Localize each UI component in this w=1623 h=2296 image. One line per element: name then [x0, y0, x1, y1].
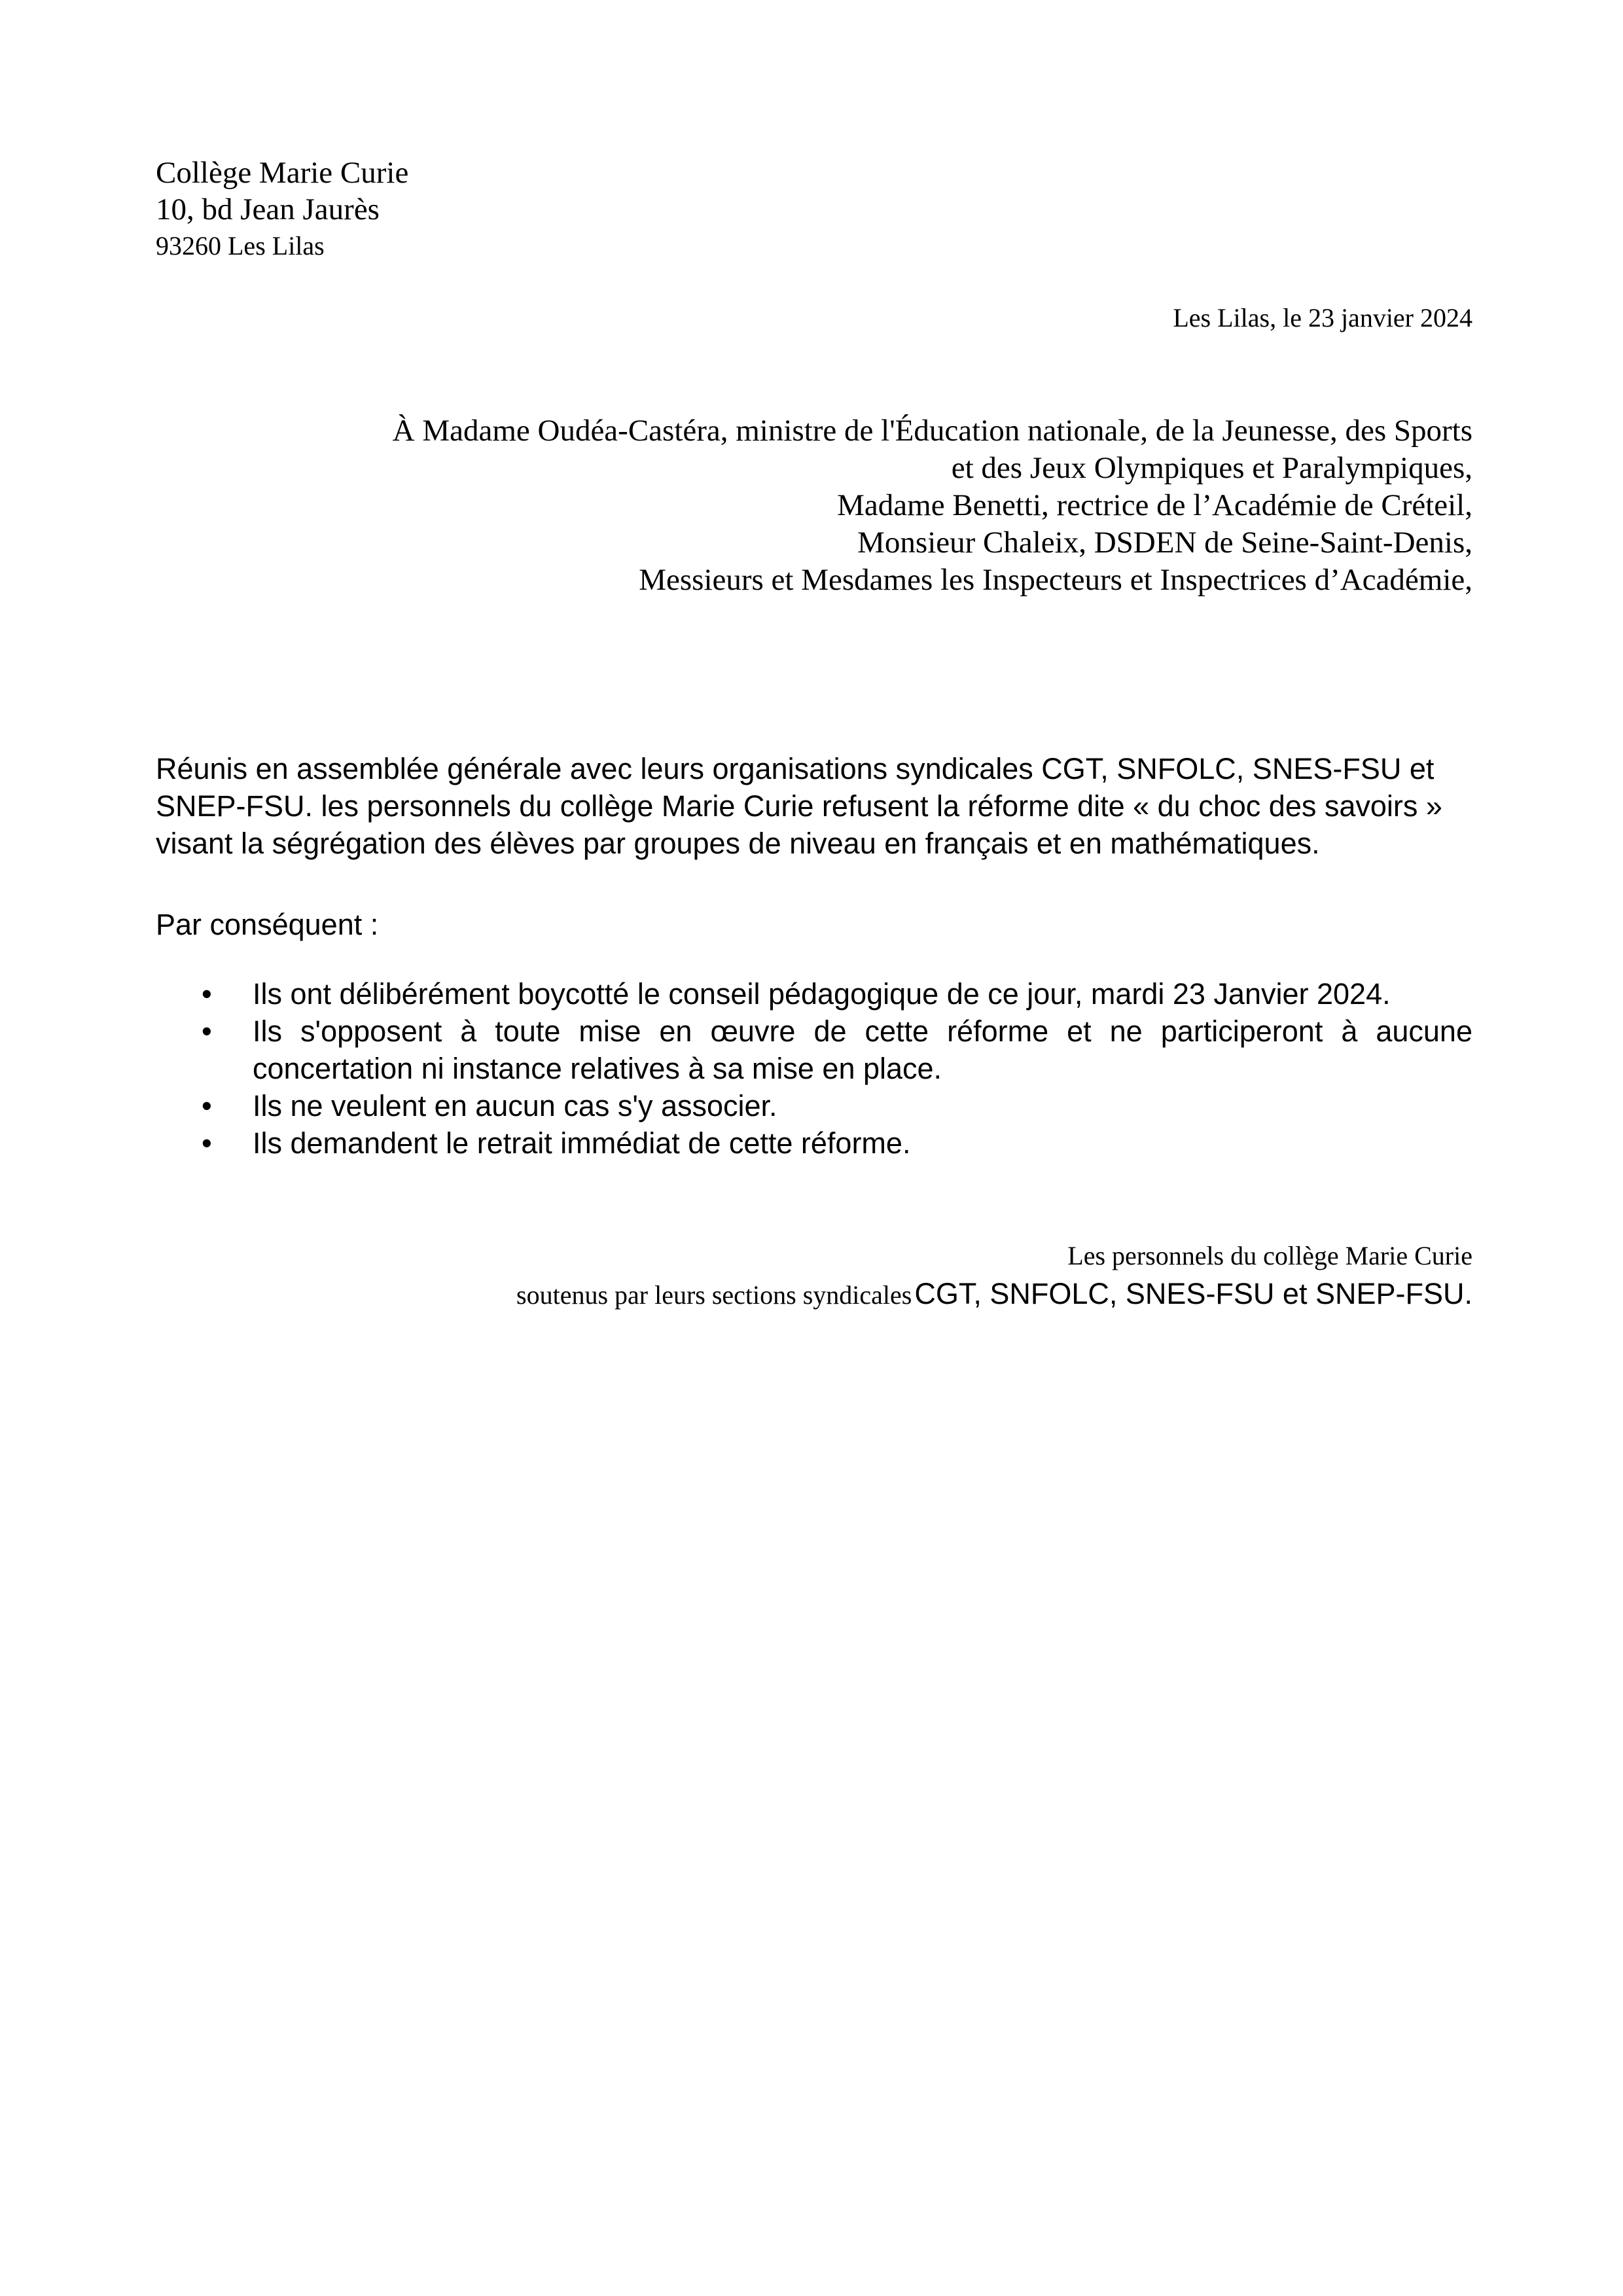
intro-line: Réunis en assemblée générale avec leurs organisations syndicales CGT, SNFOLC, SNES-FSU et [156, 752, 1435, 785]
list-item [156, 1013, 1472, 1087]
list-item-text: Ils s'opposent à toute mise en œuvre de cette réforme et ne participeront à aucune concertation ni instance relatives à sa mise en place. [253, 1014, 1472, 1085]
sender-name: Collège Marie Curie [156, 156, 409, 190]
list-item [156, 1124, 1472, 1162]
signature-block [516, 1237, 1472, 1320]
list-item [156, 975, 1472, 1013]
list-item-text: Ils demandent le retrait immédiat de cette réforme. [253, 1126, 911, 1160]
bullet-icon: • [202, 977, 212, 1011]
list-item-text: Ils ont délibérément boycotté le conseil pédagogique de ce jour, mardi 23 Janvier 2024. [253, 977, 1391, 1011]
sender-city: 93260 Les Lilas [156, 231, 325, 260]
demands-list [156, 975, 1472, 1162]
intro-line: SNEP-FSU. les personnels du collège Marie Curie refusent la réforme dite « du choc des savoirs » [156, 789, 1442, 823]
bullet-icon: • [202, 1014, 212, 1048]
list-item-text: Ils ne veulent en aucun cas s'y associer. [253, 1089, 777, 1122]
list-item [156, 1087, 1472, 1124]
bullet-icon: • [202, 1126, 212, 1160]
letter-date: Les Lilas, le 23 janvier 2024 [1173, 303, 1472, 332]
recipient-line: Monsieur Chaleix, DSDEN de Seine-Saint-Denis, [857, 526, 1472, 560]
sender-address [156, 154, 408, 264]
sender-street: 10, bd Jean Jaurès [156, 192, 380, 226]
recipient-line: et des Jeux Olympiques et Paralympiques, [951, 451, 1472, 485]
signature-prefix: soutenus par leurs sections syndicales [516, 1280, 912, 1310]
signature-line-1: Les personnels du collège Marie Curie [1067, 1241, 1472, 1270]
intro-line: visant la ségrégation des élèves par groupes de niveau en français et en mathématiques. [156, 827, 1320, 860]
intro-paragraph [156, 750, 1472, 862]
bullet-icon: • [202, 1089, 212, 1122]
recipient-line: À Madame Oudéa-Castéra, ministre de l'Éducation nationale, de la Jeunesse, des Sports [392, 414, 1472, 448]
recipients-block [393, 412, 1472, 599]
recipient-line: Madame Benetti, rectrice de l’Académie de Créteil, [837, 488, 1472, 522]
signature-line-2 [516, 1275, 1472, 1320]
recipient-line: Messieurs et Mesdames les Inspecteurs et Inspectrices d’Académie, [639, 563, 1472, 597]
consequence-label: Par conséquent : [156, 908, 379, 941]
signature-unions: CGT, SNFOLC, SNES-FSU et SNEP-FSU. [914, 1277, 1472, 1310]
